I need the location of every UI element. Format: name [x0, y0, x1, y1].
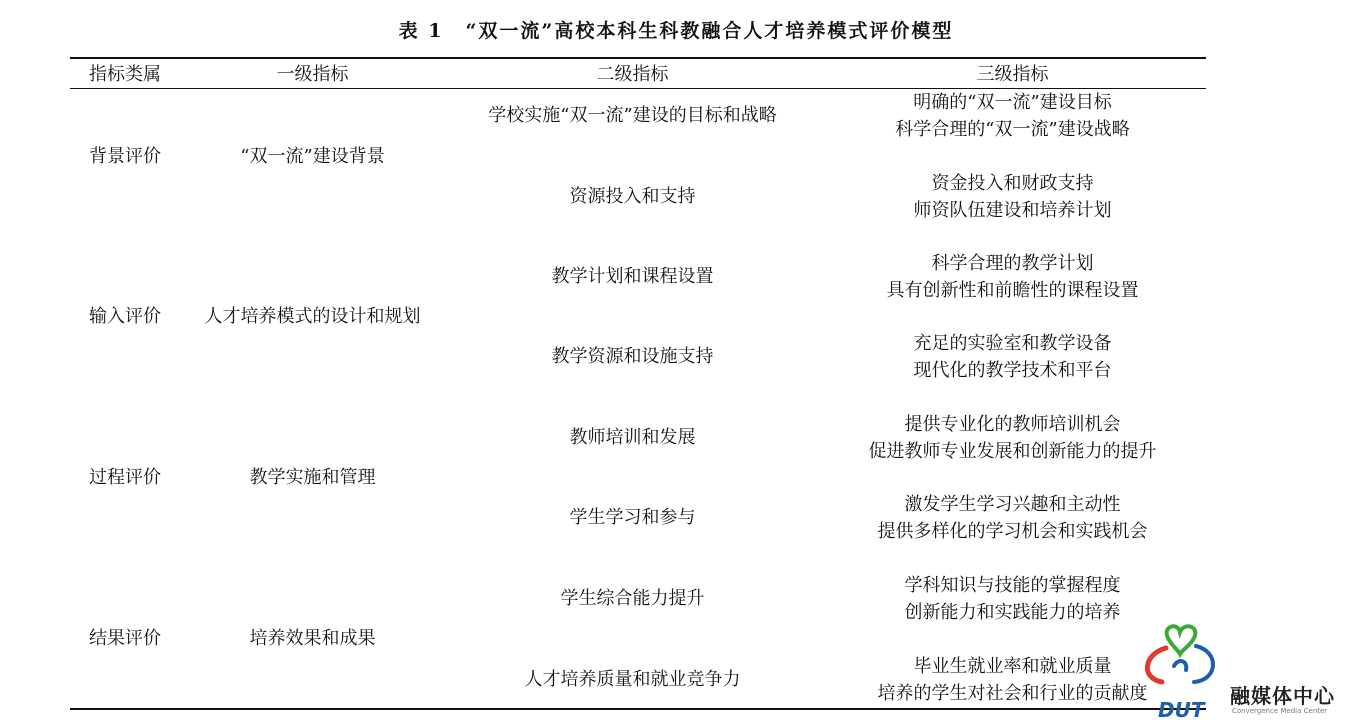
- level1-cell: “双一流”建设背景: [240, 146, 385, 167]
- level2-cell: 学校实施“双一流”建设的目标和战略: [488, 105, 777, 126]
- level3-cell: [825, 491, 1200, 545]
- level3-line: 促进教师专业发展和创新能力的提升: [868, 441, 1157, 462]
- table-caption: “双一流”高校本科生科教融合人才培养模式评价模型: [465, 20, 954, 42]
- level3-line: 科学合理的“双一流”建设战略: [895, 119, 1130, 140]
- level3-line: 明确的“双一流”建设目标: [913, 92, 1112, 113]
- level2-cell: 人才培养质量和就业竞争力: [524, 669, 741, 690]
- level3-line: 科学合理的教学计划: [931, 253, 1094, 274]
- level1-cell: 教学实施和管理: [249, 467, 376, 488]
- level3-line: 师资队伍建设和培养计划: [913, 200, 1112, 221]
- level2-cell: 学生学习和参与: [569, 507, 696, 528]
- table-title: [0, 16, 1352, 43]
- table-number: 表 1: [398, 20, 444, 42]
- level3-line: 资金投入和财政支持: [931, 173, 1094, 194]
- category-cell: 过程评价: [89, 467, 161, 488]
- level3-line: 充足的实验室和教学设备: [913, 333, 1112, 354]
- header-category: 指标类属: [89, 64, 161, 85]
- level3-cell: [825, 572, 1200, 626]
- level3-cell: [825, 330, 1200, 384]
- level3-line: 现代化的教学技术和平台: [913, 360, 1112, 381]
- level2-cell: 教学计划和课程设置: [551, 266, 714, 287]
- watermark-name: 融媒体中心: [1230, 684, 1335, 708]
- header-level2: 二级指标: [596, 64, 669, 85]
- level3-line: 具有创新性和前瞻性的课程设置: [886, 280, 1139, 301]
- level3-cell: [825, 170, 1200, 224]
- level3-cell: [825, 411, 1200, 465]
- level2-cell: 教师培训和发展: [569, 427, 696, 448]
- level3-line: 培养的学生对社会和行业的贡献度: [877, 683, 1148, 704]
- level1-cell: 培养效果和成果: [249, 628, 376, 649]
- level3-cell: [825, 250, 1200, 304]
- category-cell: 背景评价: [89, 146, 161, 167]
- bottom-rule: [70, 708, 1206, 710]
- watermark-subtitle: Convergence Media Center: [1232, 707, 1328, 715]
- top-rule: [70, 57, 1206, 59]
- level3-line: 提供专业化的教师培训机会: [904, 414, 1121, 435]
- header-level1: 一级指标: [276, 64, 349, 85]
- level2-cell: 学生综合能力提升: [560, 588, 705, 609]
- level2-cell: 资源投入和支持: [569, 186, 696, 207]
- level3-line: 激发学生学习兴趣和主动性: [904, 494, 1121, 515]
- level3-line: 创新能力和实践能力的培养: [904, 602, 1121, 623]
- level3-line: 毕业生就业率和就业质量: [913, 656, 1112, 677]
- category-cell: 输入评价: [89, 306, 161, 327]
- level3-line: 学科知识与技能的掌握程度: [904, 575, 1121, 596]
- watermark-logo-text: DUT: [1158, 698, 1205, 722]
- level1-cell: 人才培养模式的设计和规划: [204, 306, 421, 327]
- level3-line: 提供多样化的学习机会和实践机会: [877, 521, 1148, 542]
- level2-cell: 教学资源和设施支持: [551, 346, 714, 367]
- level3-cell: [825, 89, 1200, 143]
- category-cell: 结果评价: [89, 628, 161, 649]
- header-level3: 三级指标: [976, 64, 1049, 85]
